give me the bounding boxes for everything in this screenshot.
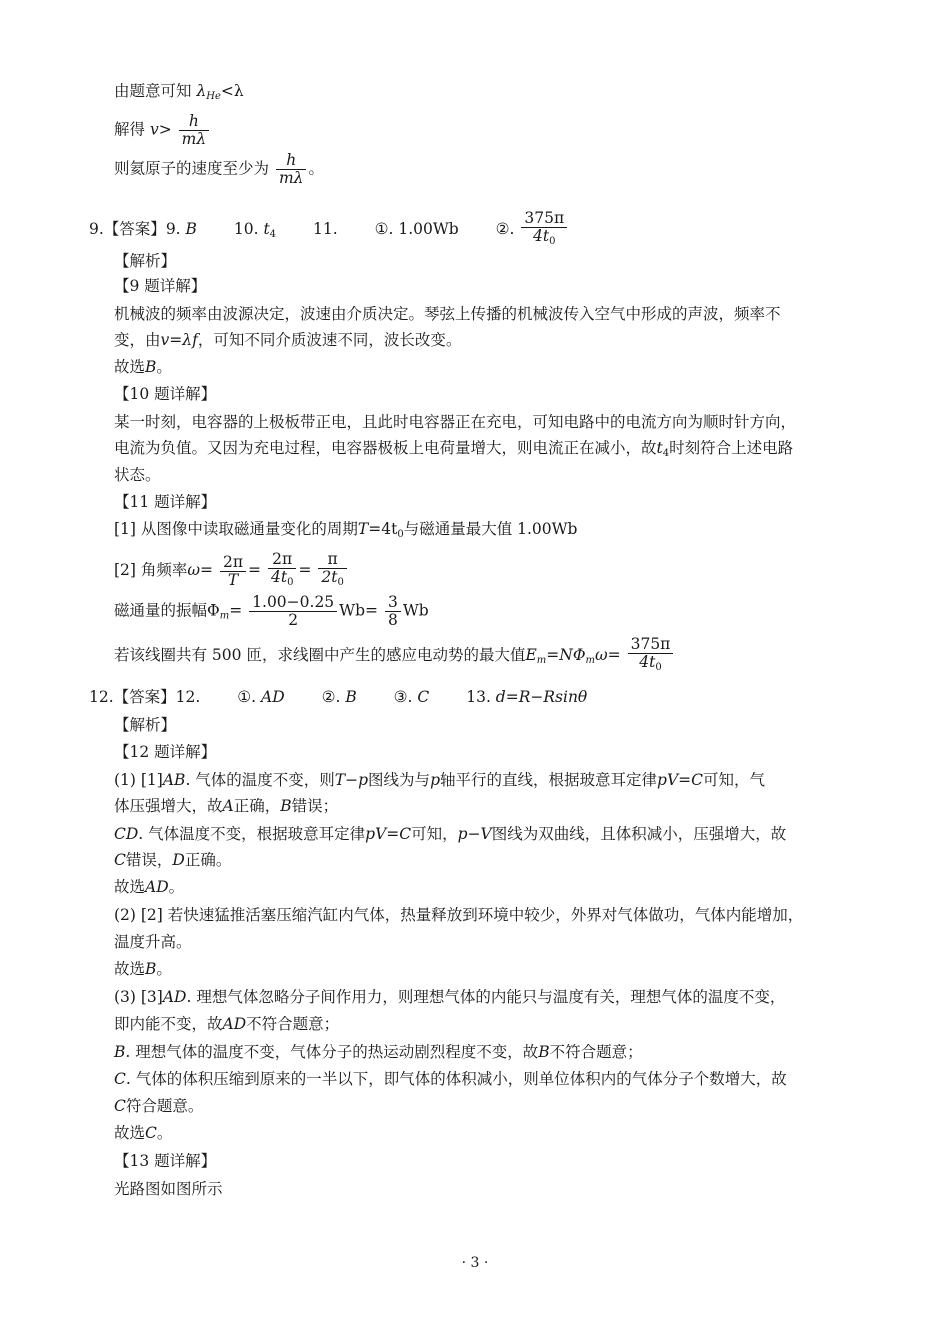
text-line: 电流为负值。又因为充电过程，电容器极板上电荷量增大，则电流正在减小，故$t_4$时刻符合上述电路 — [114, 439, 794, 459]
text-line: C错误，D正确。 — [114, 851, 232, 869]
text-line: 故选B。 — [114, 358, 172, 376]
text: 由题意可知 — [114, 82, 192, 100]
text-line: 即内能不变，故AD不符合题意； — [114, 1015, 340, 1033]
text-line: 故选C。 — [114, 1124, 173, 1142]
fraction: $\frac{h}{m\lambda}$ — [179, 113, 210, 148]
text-line: 某一时刻，电容器的上极板带正电，且此时电容器正在充电，可知电路中的电流方向为顺时针方向， — [114, 413, 797, 431]
fraction: $\frac{2\pi}{4t_0}$ — [268, 551, 296, 591]
page-number: · 3 · — [461, 1255, 489, 1271]
text-line: CD. 气体温度不变，根据玻意耳定律pV=C可知，p−V图线为双曲线，且体积减小，压强增大，故 — [114, 825, 787, 843]
fraction: $\frac{375\pi}{4t_0}$ — [628, 636, 674, 676]
fraction: $\frac{375\pi}{4t_0}$ — [521, 210, 567, 250]
fraction: $\frac{\pi}{2t_0}$ — [318, 551, 346, 591]
section-heading: 【11 题详解】 — [114, 493, 217, 511]
symbol: λ — [196, 82, 207, 100]
text-line: (3) [3]AD. 理想气体忽略分子间作用力，则理想气体的内能只与温度有关，理想气体的温度不变， — [114, 988, 786, 1006]
symbol: > — [158, 120, 172, 139]
text-line: 机械波的频率由波源决定，波速由介质决定。琴弦上传播的机械波传入空气中形成的声波，频率不 — [114, 305, 781, 323]
section-heading: 【9 题详解】 — [114, 277, 207, 295]
text-line: (2) [2] 若快速猛推活塞压缩汽缸内气体，热量释放到环境中较少，外界对气体做功，气体内能增加， — [114, 906, 804, 924]
text-line: C. 气体的体积压缩到原来的一半以下，即气体的体积减小，则单位体积内的气体分子个数增大，故 — [114, 1070, 787, 1088]
text-line: 则氦原子的速度至少为 $\frac{h}{m\lambda}$ 。 — [114, 151, 324, 187]
text: 解得 — [114, 120, 146, 139]
text-line: C符合题意。 — [114, 1097, 204, 1115]
text-line: (1) [1]AB. 气体的温度不变，则T−p图线为与p轴平行的直线，根据玻意耳定律pV=C可知，气 — [114, 771, 765, 789]
text-line: 光路图如图所示 — [114, 1180, 223, 1198]
text: 则氦原子的速度至少为 — [114, 159, 270, 178]
text-line: 变，由v=λf，可知不同介质波速不同，波长改变。 — [114, 331, 462, 349]
section-heading: 【13 题详解】 — [114, 1152, 217, 1170]
formula-line: [2] 角频率ω= $\frac{2\pi}{T}$ = $\frac{2\pi}{4t_0}$ = $\frac{\pi}{2t_0}$ — [114, 551, 349, 591]
text-line: 故选B。 — [114, 960, 172, 978]
fraction: $\frac{2\pi}{T}$ — [220, 554, 246, 589]
section-heading: 【10 题详解】 — [114, 385, 217, 403]
section-heading: 【12 题详解】 — [114, 743, 217, 761]
symbol: v — [149, 120, 159, 139]
text-line: 故选AD。 — [114, 878, 185, 896]
text-line: 体压强增大，故A正确，B错误； — [114, 797, 339, 815]
text-line: B. 理想气体的温度不变，气体分子的热运动剧烈程度不变，故B不符合题意； — [114, 1043, 643, 1061]
section-label: 【解析】 — [114, 252, 177, 270]
fraction: $\frac{1.00-0.25}{2}$ — [249, 594, 337, 629]
fraction: $\frac{3}{8}$ — [385, 594, 401, 629]
text-line: 状态。 — [114, 466, 161, 484]
question-9-answer: 9.【答案】9. B 10. $t_4$ 11. ①. 1.00Wb ②. $\frac{375\pi}{4t_0}$ — [89, 210, 569, 250]
symbol: <λ — [220, 82, 244, 100]
question-12-answer: 12.【答案】12. ①. AD ②. B ③. C 13. d=R−Rsinθ — [89, 688, 588, 706]
subscript: He — [206, 91, 221, 102]
text-line — [114, 113, 211, 148]
formula-line: 磁通量的振幅$\Phi_m=$ $\frac{1.00-0.25}{2}$ Wb= $\frac{3}{8}$ Wb — [114, 593, 429, 629]
section-label: 【解析】 — [114, 716, 177, 734]
text-line: [1] 从图像中读取磁通量变化的周期$T=4t_0$与磁通量最大值 1.00Wb — [114, 520, 578, 540]
fraction: $\frac{h}{m\lambda}$ — [276, 152, 307, 187]
text-line: 温度升高。 — [114, 933, 192, 951]
text-line — [114, 80, 244, 108]
formula-line: 若该线圈共有 500 匝，求线圈中产生的感应电动势的最大值$E_m=N\Phi_m\omega=$ $\frac{375\pi}{4t_0}$ — [114, 636, 675, 676]
